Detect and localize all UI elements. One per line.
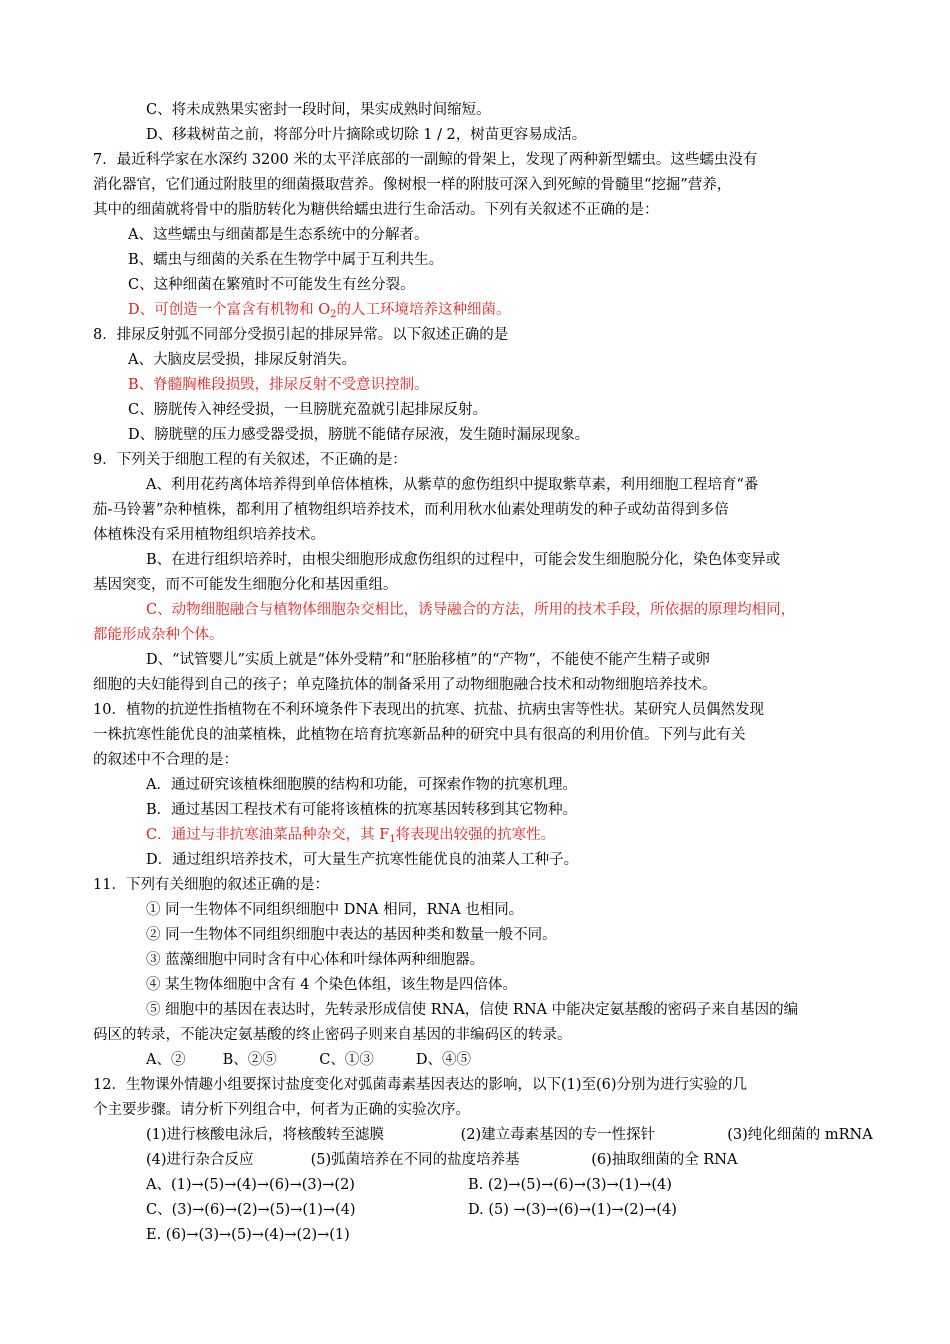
- q11-statement-1: ① 同一生物体不同组织细胞中 DNA 相同，RNA 也相同。: [146, 902, 524, 918]
- q6-option-d: D、移栽树苗之前，将部分叶片摘除或切除 1 / 2，树苗更容易成活。: [146, 127, 587, 143]
- q8-option-b-answer: B、脊髓胸椎段损毁，排尿反射不受意识控制。: [128, 377, 429, 393]
- q11-option-b: B、②⑤: [222, 1052, 277, 1068]
- q8-option-a: A、大脑皮层受损，排尿反射消失。: [128, 352, 356, 368]
- q12-options-row-1: [118, 1173, 862, 1198]
- q10-option-d: D．通过组织培养技术，可大量生产抗寒性能优良的油菜人工种子。: [146, 852, 579, 868]
- q7-option-d-text-end: 的人工环境培养这种细菌。: [336, 302, 511, 318]
- q10-option-c-answer: [118, 823, 862, 848]
- q8-option-d: D、膀胱壁的压力感受器受损，膀胱不能储存尿液，发生随时漏尿现象。: [128, 427, 590, 443]
- q11-statement-4: ④ 某生物体细胞中含有 4 个染色体组，该生物是四倍体。: [146, 977, 518, 993]
- q10-option-c-subscript: 1: [389, 834, 396, 845]
- q9-option-a-line-3: 体植株没有采用植物组织培养技术。: [93, 527, 325, 543]
- q7-stem-line-2: 消化器官，它们通过附肢里的细菌摄取营养。像树根一样的附肢可深入到死鲸的骨髓里“挖掘”营养，: [93, 177, 732, 193]
- q8-stem: 8．排尿反射弧不同部分受损引起的排尿异常。以下叙述正确的是: [93, 327, 509, 343]
- q12-option-d: D. (5) →(3)→(6)→(1)→(2)→(4): [468, 1202, 677, 1218]
- q9-option-d-line-2: 细胞的夫妇能得到自己的孩子；单克隆抗体的制备采用了动物细胞融合技术和动物细胞培养技术。: [93, 677, 717, 693]
- q11-statement-3: ③ 蓝藻细胞中同时含有中心体和叶绿体两种细胞器。: [146, 952, 485, 968]
- q7-option-d-subscript: 2: [330, 309, 337, 320]
- q12-step-2: (2)建立毒素基因的专一性探针: [460, 1127, 656, 1143]
- q12-option-c: C、(3)→(6)→(2)→(5)→(1)→(4): [146, 1202, 356, 1218]
- q7-option-b: B、蠕虫与细菌的关系在生物学中属于互利共生。: [128, 252, 444, 268]
- q6-option-c: C、将未成熟果实密封一段时间，果实成熟时间缩短。: [146, 102, 491, 118]
- q7-option-c: C、这种细菌在繁殖时不可能发生有丝分裂。: [128, 277, 415, 293]
- q11-option-a: A、②: [146, 1052, 186, 1068]
- q12-step-6: (6)抽取细菌的全 RNA: [591, 1152, 738, 1168]
- q7-option-d-answer: [118, 298, 862, 323]
- q10-stem-line-3: 的叙述中不合理的是：: [93, 752, 238, 768]
- q12-stem-line-1: 12．生物课外情趣小组要探讨盐度变化对弧菌毒素基因表达的影响，以下(1)至(6)分别为进行实验的几: [93, 1077, 748, 1093]
- q9-option-b-line-1: B、在进行组织培养时，由根尖细胞形成愈伤组织的过程中，可能会发生细胞脱分化，染色体变异或: [146, 552, 781, 568]
- q12-option-e: E. (6)→(3)→(5)→(4)→(2)→(1): [146, 1227, 350, 1243]
- q10-stem-line-2: 一株抗寒性能优良的油菜植株，此植物在培育抗寒新品种的研究中具有很高的利用价值。下列与此有关: [93, 727, 746, 743]
- q11-statement-5-line-2: 码区的转录，不能决定氨基酸的终止密码子则来自基因的非编码区的转录。: [93, 1027, 572, 1043]
- q12-step-5: (5)弧菌培养在不同的盐度培养基: [310, 1152, 520, 1168]
- q12-option-b: B. (2)→(5)→(6)→(3)→(1)→(4): [468, 1177, 672, 1193]
- q12-step-4: (4)进行杂合反应: [146, 1152, 254, 1168]
- q12-option-a: A、(1)→(5)→(4)→(6)→(3)→(2): [146, 1177, 355, 1193]
- q12-step-1: (1)进行核酸电泳后，将核酸转至滤膜: [146, 1127, 385, 1143]
- q9-option-d-line-1: D、“试管婴儿”实质上就是“体外受精”和“胚胎移植”的“产物”，不能使不能产生精子或卵: [146, 652, 710, 668]
- q9-stem: 9．下列关于细胞工程的有关叙述，不正确的是：: [93, 452, 407, 468]
- q7-option-a: A、这些蠕虫与细菌都是生态系统中的分解者。: [128, 227, 429, 243]
- q10-option-c-text-end: 将表现出较强的抗寒性。: [395, 827, 556, 843]
- q11-option-c: C、①③: [319, 1052, 374, 1068]
- q12-options-row-2: [118, 1198, 862, 1223]
- q10-option-a: A．通过研究该植株细胞膜的结构和功能，可探索作物的抗寒机理。: [146, 777, 577, 793]
- q11-options: [118, 1048, 862, 1073]
- q9-option-a-line-1: A、利用花药离体培养得到单倍体植株，从紫草的愈伤组织中提取紫草素，利用细胞工程培育“番: [146, 477, 759, 493]
- q7-stem-line-1: 7．最近科学家在水深约 3200 米的太平洋底部的一副鲸的骨架上，发现了两种新型蠕虫。这些蠕虫没有: [93, 152, 758, 168]
- q12-step-3: (3)纯化细菌的 mRNA: [727, 1127, 873, 1143]
- q12-steps-line-2: [118, 1148, 862, 1173]
- q11-statement-2: ② 同一生物体不同组织细胞中表达的基因种类和数量一般不同。: [146, 927, 557, 943]
- q9-option-b-line-2: 基因突变，而不可能发生细胞分化和基因重组。: [93, 577, 398, 593]
- q11-statement-5-line-1: ⑤ 细胞中的基因在表达时，先转录形成信使 RNA，信使 RNA 中能决定氨基酸的密码子来自基因的编: [146, 1002, 799, 1018]
- q10-option-c-text: C．通过与非抗寒油菜品种杂交，其 F: [146, 827, 390, 843]
- q12-stem-line-2: 个主要步骤。请分析下列组合中，何者为正确的实验次序。: [93, 1102, 470, 1118]
- q9-option-a-line-2: 茄-马铃薯”杂种植株，都利用了植物组织培养技术，而利用秋水仙素处理萌发的种子或幼苗得到多倍: [93, 502, 729, 518]
- q7-stem-line-3: 其中的细菌就将骨中的脂肪转化为糖供给蠕虫进行生命活动。下列有关叙述不正确的是：: [93, 202, 659, 218]
- q10-stem-line-1: 10．植物的抗逆性指植物在不利环境条件下表现出的抗寒、抗盐、抗病虫害等性状。某研究人员偶然发现: [93, 702, 764, 718]
- q8-option-c: C、膀胱传入神经受损，一旦膀胱充盈就引起排尿反射。: [128, 402, 488, 418]
- q9-option-c-answer-line-2: 都能形成杂种个体。: [93, 627, 224, 643]
- q9-option-c-answer-line-1: C、动物细胞融合与植物体细胞杂交相比，诱导融合的方法，所用的技术手段，所依据的原理均相同，: [146, 602, 796, 618]
- q7-option-d-text: D、可创造一个富含有机物和 O: [128, 302, 331, 318]
- q12-steps-line-1: [118, 1123, 873, 1148]
- q11-stem: 11．下列有关细胞的叙述正确的是：: [93, 877, 329, 893]
- q10-option-b: B．通过基因工程技术有可能将该植株的抗寒基因转移到其它物种。: [146, 802, 578, 818]
- q11-option-d: D、④⑤: [415, 1052, 471, 1068]
